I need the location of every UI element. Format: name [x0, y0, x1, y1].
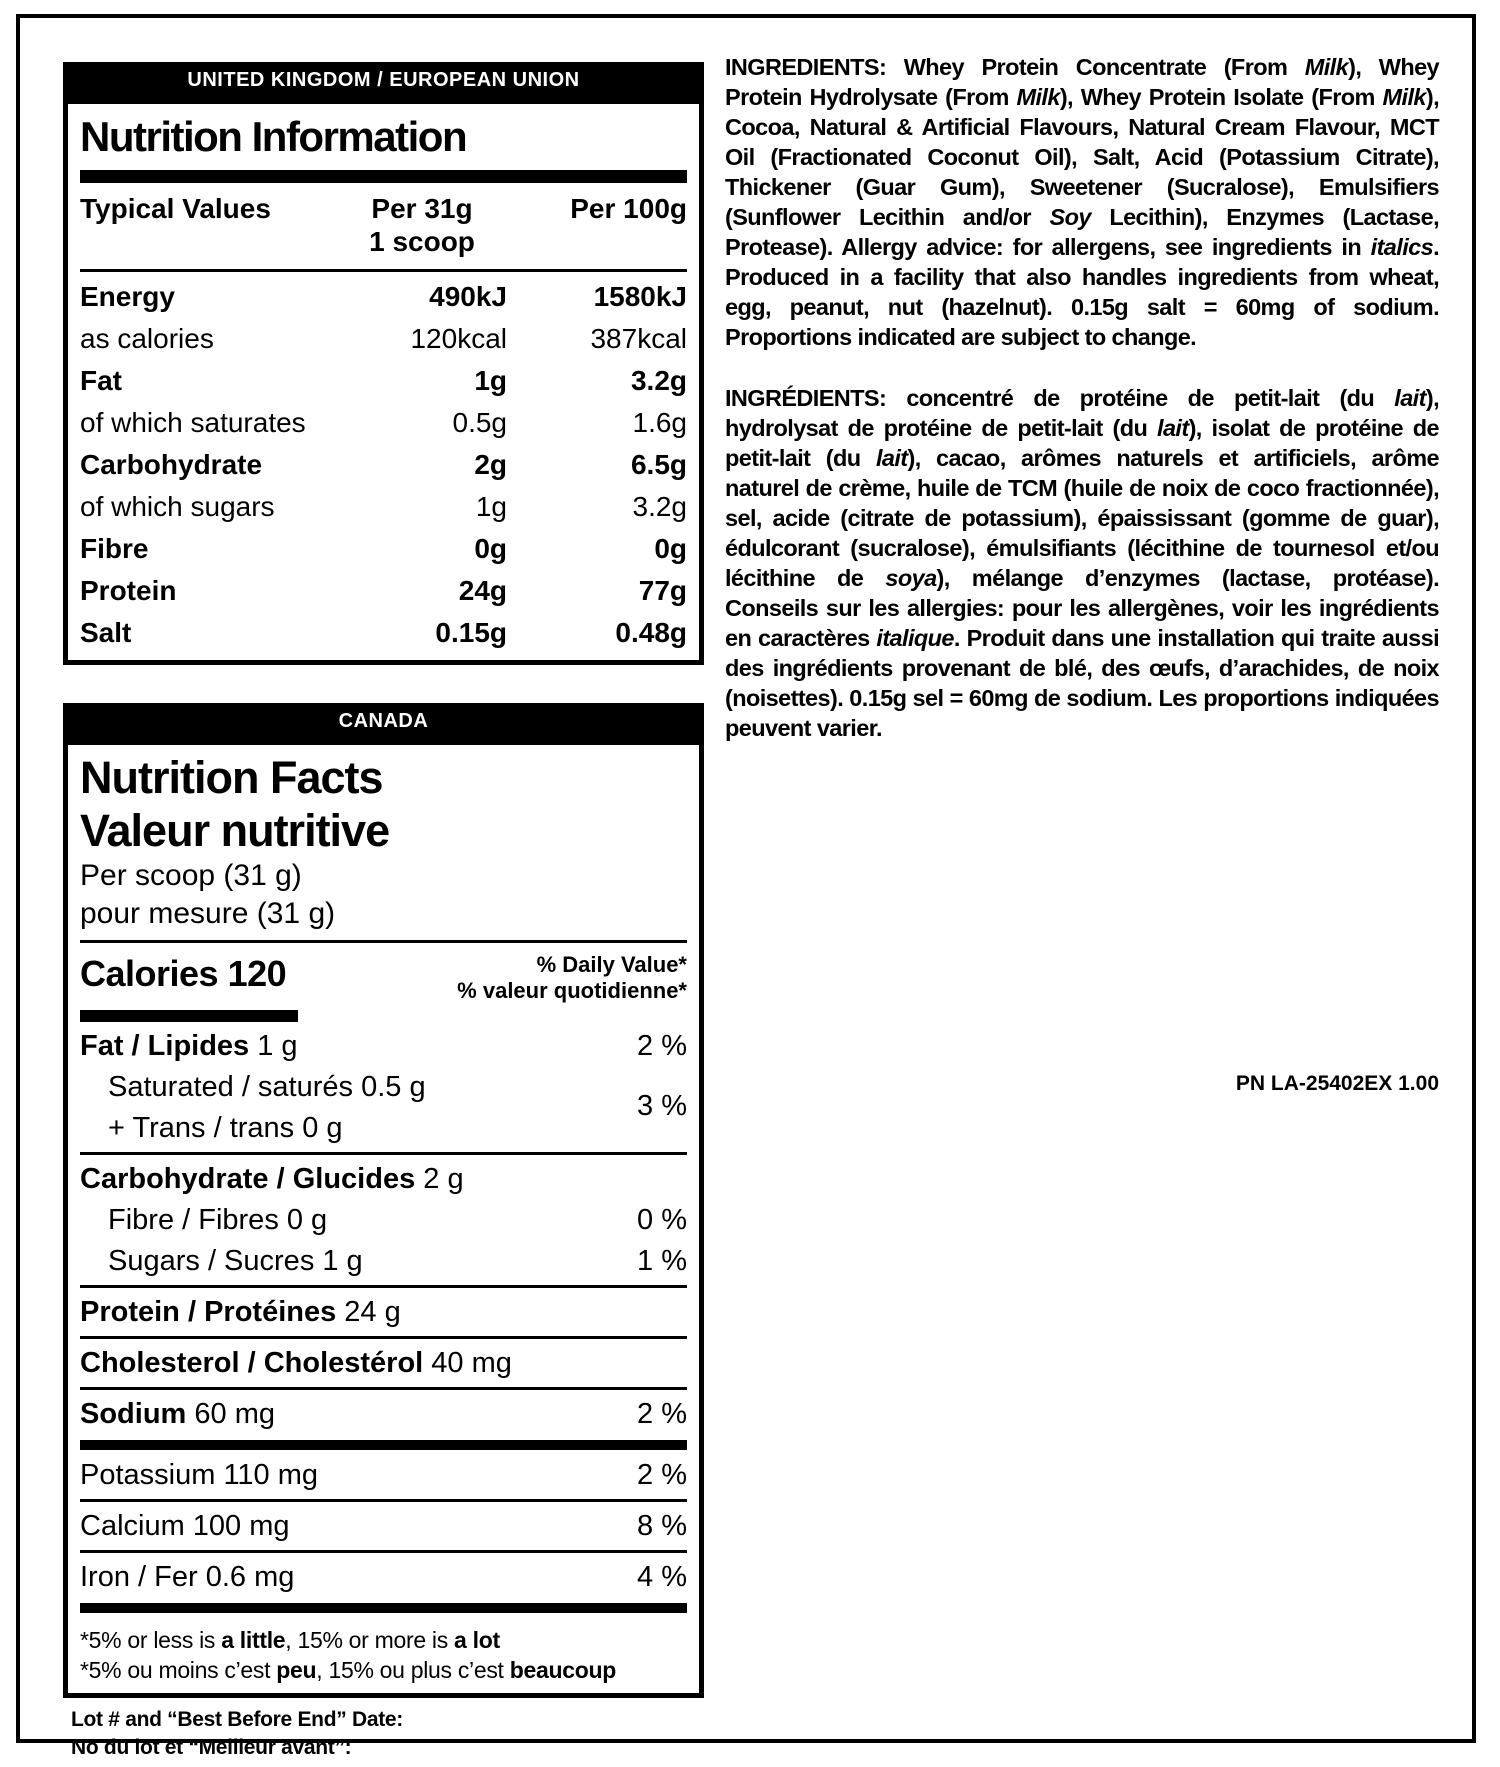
uk-row-per-31g: 24g	[458, 575, 507, 606]
text-segment: Milk	[1016, 84, 1060, 110]
canada-daily-value: 1 %	[637, 1245, 687, 1277]
canada-nutrient-row	[80, 1557, 687, 1598]
canada-daily-value: 2 %	[637, 1030, 687, 1062]
canada-nutrient-label: Protein / Protéines 24 g	[80, 1296, 401, 1328]
canada-nutrient-row	[80, 1159, 687, 1200]
uk-eu-table-body	[80, 272, 687, 654]
text-segment: . Produced in a facility that also handles ingredients from wheat, egg, peanut, nut (hazelnut). 0.15g salt = 60mg of sodium. Proportions indicated are subject to change.	[725, 234, 1439, 350]
uk-eu-region-bar: UNITED KINGDOM / EUROPEAN UNION	[63, 62, 704, 99]
text-segment: ), isolat de protéine de petit-lait (du	[725, 415, 1439, 471]
text-segment: lait	[1157, 415, 1189, 441]
canada-nutrient-label-bold: Sodium	[80, 1398, 187, 1430]
text-segment: italique	[876, 625, 954, 651]
canada-nutrient-label: Iron / Fer 0.6 mg	[80, 1561, 295, 1593]
canada-serving-en: Per scoop (31 g)	[80, 859, 302, 892]
uk-table-row	[80, 360, 687, 402]
uk-eu-table-header	[80, 183, 687, 269]
uk-row-per-100g: 1.6g	[632, 407, 687, 438]
canada-section-rule	[80, 1387, 687, 1390]
canada-footnote-fr	[80, 1655, 687, 1685]
uk-row-label: Salt	[80, 617, 132, 648]
uk-table-row	[80, 486, 687, 528]
canada-section-rule	[80, 1152, 687, 1155]
text-segment: . Produit dans une installation qui traite aussi des ingrédients provenant de blé, des œufs, d’arachides, de noix (noisettes). 0.15g sel = 60mg de sodium. Les proportions indiquées peuvent varier.	[725, 625, 1440, 741]
canada-mineral-rule	[80, 1550, 687, 1553]
uk-row-label: as calories	[80, 323, 214, 354]
left-column	[63, 62, 704, 1762]
canada-nutrient-row	[80, 1108, 687, 1149]
uk-header-per-31g: Per 31g	[371, 193, 473, 224]
uk-eu-title: Nutrition Information	[80, 113, 467, 160]
canada-nutrient-row	[80, 1455, 687, 1496]
uk-row-per-100g: 0g	[654, 533, 687, 564]
text-segment: , 15% or more is	[285, 1627, 455, 1653]
uk-table-row	[80, 402, 687, 444]
canada-thick-divider-bottom	[80, 1603, 687, 1613]
text-segment: lait	[875, 445, 908, 471]
uk-table-row	[80, 612, 687, 654]
text-segment: Milk	[1304, 54, 1349, 80]
text-segment: INGRÉDIENTS: concentré de protéine de petit-lait (du	[725, 385, 1395, 411]
text-segment: ), Whey Protein Isolate (From	[1059, 84, 1383, 110]
canada-nutrient-label: Sugars / Sucres 1 g	[108, 1245, 363, 1277]
ingredients-paragraph-fr	[725, 383, 1439, 743]
canada-title-en: Nutrition Facts	[80, 752, 383, 803]
uk-row-per-100g: 77g	[638, 575, 687, 606]
canada-nutrient-label: Cholesterol / Cholestérol 40 mg	[80, 1347, 512, 1379]
canada-nutrient-section	[80, 1292, 687, 1333]
text-segment: soya	[885, 565, 937, 591]
uk-row-per-100g: 3.2g	[632, 491, 687, 522]
canada-calories-row	[80, 943, 687, 1004]
uk-table-row	[80, 318, 687, 360]
canada-nutrient-label: Fibre / Fibres 0 g	[108, 1204, 328, 1236]
uk-eu-thick-divider	[80, 170, 687, 183]
text-segment: italics	[1370, 234, 1434, 260]
uk-row-label: Energy	[80, 281, 175, 312]
uk-header-typical-values: Typical Values	[80, 193, 271, 224]
uk-row-per-100g: 387kcal	[590, 323, 687, 354]
right-column	[725, 52, 1439, 743]
text-segment: *5% ou moins c’est	[80, 1657, 277, 1683]
uk-row-label: Carbohydrate	[80, 449, 263, 480]
canada-calories-bar	[80, 1010, 298, 1022]
text-segment: a little	[221, 1627, 286, 1653]
uk-header-per-100g: Per 100g	[570, 193, 687, 224]
text-segment: a lot	[454, 1627, 500, 1653]
text-segment: lait	[1394, 385, 1426, 411]
uk-row-per-31g: 0g	[474, 533, 507, 564]
canada-dv-header-fr: % valeur quotidienne*	[457, 978, 687, 1003]
uk-row-label: of which saturates	[80, 407, 306, 438]
canada-section-rule	[80, 1336, 687, 1339]
canada-daily-value: 2 %	[637, 1459, 687, 1491]
text-segment: ), hydrolysat de protéine de petit-lait (du	[725, 385, 1439, 441]
uk-table-row	[80, 276, 687, 318]
canada-footnote	[80, 1618, 687, 1687]
canada-daily-value: 2 %	[637, 1398, 687, 1430]
canada-nutrient-label: Sodium 60 mg	[80, 1398, 276, 1430]
text-segment: ), Cocoa, Natural & Artificial Flavours, Natural Cream Flavour, MCT Oil (Fractionated Coconut Oil), Salt, Acid (Potassium Citrate), Thickener (Guar Gum), Sweetener (Sucralose), Emulsifiers (Sunflower Lecithin and/or	[725, 84, 1440, 230]
canada-dv-header-en: % Daily Value*	[536, 952, 687, 977]
canada-section-rule	[80, 1285, 687, 1288]
canada-daily-value: 8 %	[637, 1510, 687, 1542]
canada-nutrient-row	[80, 1343, 687, 1384]
canada-nutrient-label-bold: Protein / Protéines	[80, 1296, 337, 1328]
canada-footnote-en	[80, 1625, 687, 1655]
text-segment: , 15% ou plus c’est	[316, 1657, 510, 1683]
canada-nutrient-section	[80, 1343, 687, 1384]
canada-nutrient-label: Calcium 100 mg	[80, 1510, 290, 1542]
canada-nutrient-label: Carbohydrate / Glucides 2 g	[80, 1163, 464, 1195]
canada-nutrient-row	[80, 1241, 687, 1282]
uk-row-per-100g: 0.48g	[615, 617, 687, 648]
uk-row-per-31g: 2g	[474, 449, 507, 480]
canada-nutrient-sections	[80, 1026, 687, 1435]
uk-table-row	[80, 528, 687, 570]
panel-gap	[63, 665, 704, 703]
uk-row-per-31g: 0.15g	[435, 617, 507, 648]
canada-nutrient-row	[80, 1292, 687, 1333]
uk-row-per-31g: 1g	[475, 491, 507, 522]
text-segment: Soy	[1049, 204, 1091, 230]
canada-nutrient-label-bold: Carbohydrate / Glucides	[80, 1163, 416, 1195]
uk-row-per-31g: 490kJ	[429, 281, 507, 312]
canada-daily-value: 0 %	[637, 1204, 687, 1236]
uk-row-per-31g: 1g	[474, 365, 507, 396]
uk-row-label: of which sugars	[80, 491, 275, 522]
text-segment: ), Whey Protein Hydrolysate (From	[725, 54, 1440, 110]
canada-nutrient-row	[80, 1394, 687, 1435]
canada-calories: Calories 120	[80, 953, 287, 994]
text-segment: beaucoup	[509, 1657, 616, 1683]
canada-mineral-rule	[80, 1499, 687, 1502]
uk-row-label: Fat	[80, 365, 122, 396]
uk-row-per-100g: 3.2g	[630, 365, 687, 396]
canada-nutrient-section	[80, 1394, 687, 1435]
canada-nutrient-label-bold: Fat / Lipides	[80, 1030, 250, 1062]
canada-nutrient-label-bold: Cholesterol / Cholestérol	[80, 1347, 424, 1379]
canada-nutrient-row	[80, 1067, 687, 1122]
text-segment: ), mélange d’enzymes (lactase, protéase). Conseils sur les allergies: pour les allergènes, voir les ingrédients en caractères	[725, 565, 1440, 651]
uk-row-per-31g: 0.5g	[452, 407, 507, 438]
canada-nutrient-row	[80, 1506, 687, 1547]
text-segment: ), cacao, arômes naturels et artificiels, arôme naturel de crème, huile de TCM (huile de noix de coco fractionnée), sel, acide (citrate de potassium), épaississant (gomme de guar), édulcorant (sucralose), émulsifiants (lécithine de tournesol et/ou lécithine de	[725, 445, 1439, 591]
text-segment: *5% or less is	[80, 1627, 222, 1653]
uk-header-1-scoop: 1 scoop	[369, 226, 475, 257]
uk-row-per-100g: 1580kJ	[593, 281, 687, 312]
uk-eu-nutrition-box	[63, 99, 704, 665]
part-number: PN LA-25402EX 1.00	[1235, 1072, 1439, 1095]
text-segment: Lecithin), Enzymes (Lactase, Protease). Allergy advice: for allergens, see ingredients in	[725, 204, 1439, 260]
uk-table-row	[80, 570, 687, 612]
canada-nutrient-label: + Trans / trans 0 g	[108, 1112, 343, 1144]
canada-serving-fr: pour mesure (31 g)	[80, 897, 336, 930]
canada-nutrition-box	[63, 740, 704, 1698]
lot-info	[63, 1706, 704, 1762]
text-segment: peu	[276, 1657, 317, 1683]
canada-nutrient-label: Fat / Lipides 1 g	[80, 1030, 298, 1062]
canada-nutrient-label: Saturated / saturés 0.5 g	[108, 1071, 426, 1103]
canada-daily-value: 4 %	[637, 1561, 687, 1593]
canada-title-fr: Valeur nutritive	[80, 805, 390, 856]
uk-row-label: Fibre	[80, 533, 149, 564]
canada-nutrient-row	[80, 1026, 687, 1067]
canada-nutrient-row	[80, 1200, 687, 1241]
lot-line-fr: No du lot et “Meilleur avant”:	[71, 1736, 352, 1759]
canada-nutrient-section	[80, 1026, 687, 1149]
uk-table-row	[80, 444, 687, 486]
lot-line-en: Lot # and “Best Before End” Date:	[71, 1708, 403, 1731]
canada-region-bar: CANADA	[63, 703, 704, 740]
uk-row-per-31g: 120kcal	[410, 323, 507, 354]
canada-nutrient-label: Potassium 110 mg	[80, 1459, 319, 1491]
uk-header-per-serving	[337, 192, 507, 258]
canada-nutrient-section	[80, 1159, 687, 1282]
uk-row-per-100g: 6.5g	[630, 449, 687, 480]
text-segment: INGREDIENTS: Whey Protein Concentrate (From	[725, 54, 1305, 80]
ingredients-paragraph-en	[725, 52, 1439, 352]
canada-minerals	[80, 1455, 687, 1598]
canada-dv-header	[457, 952, 687, 1004]
canada-daily-value: 3 %	[637, 1090, 687, 1122]
uk-row-label: Protein	[80, 575, 177, 606]
canada-thick-divider-top	[80, 1440, 687, 1450]
text-segment: Milk	[1382, 84, 1426, 110]
